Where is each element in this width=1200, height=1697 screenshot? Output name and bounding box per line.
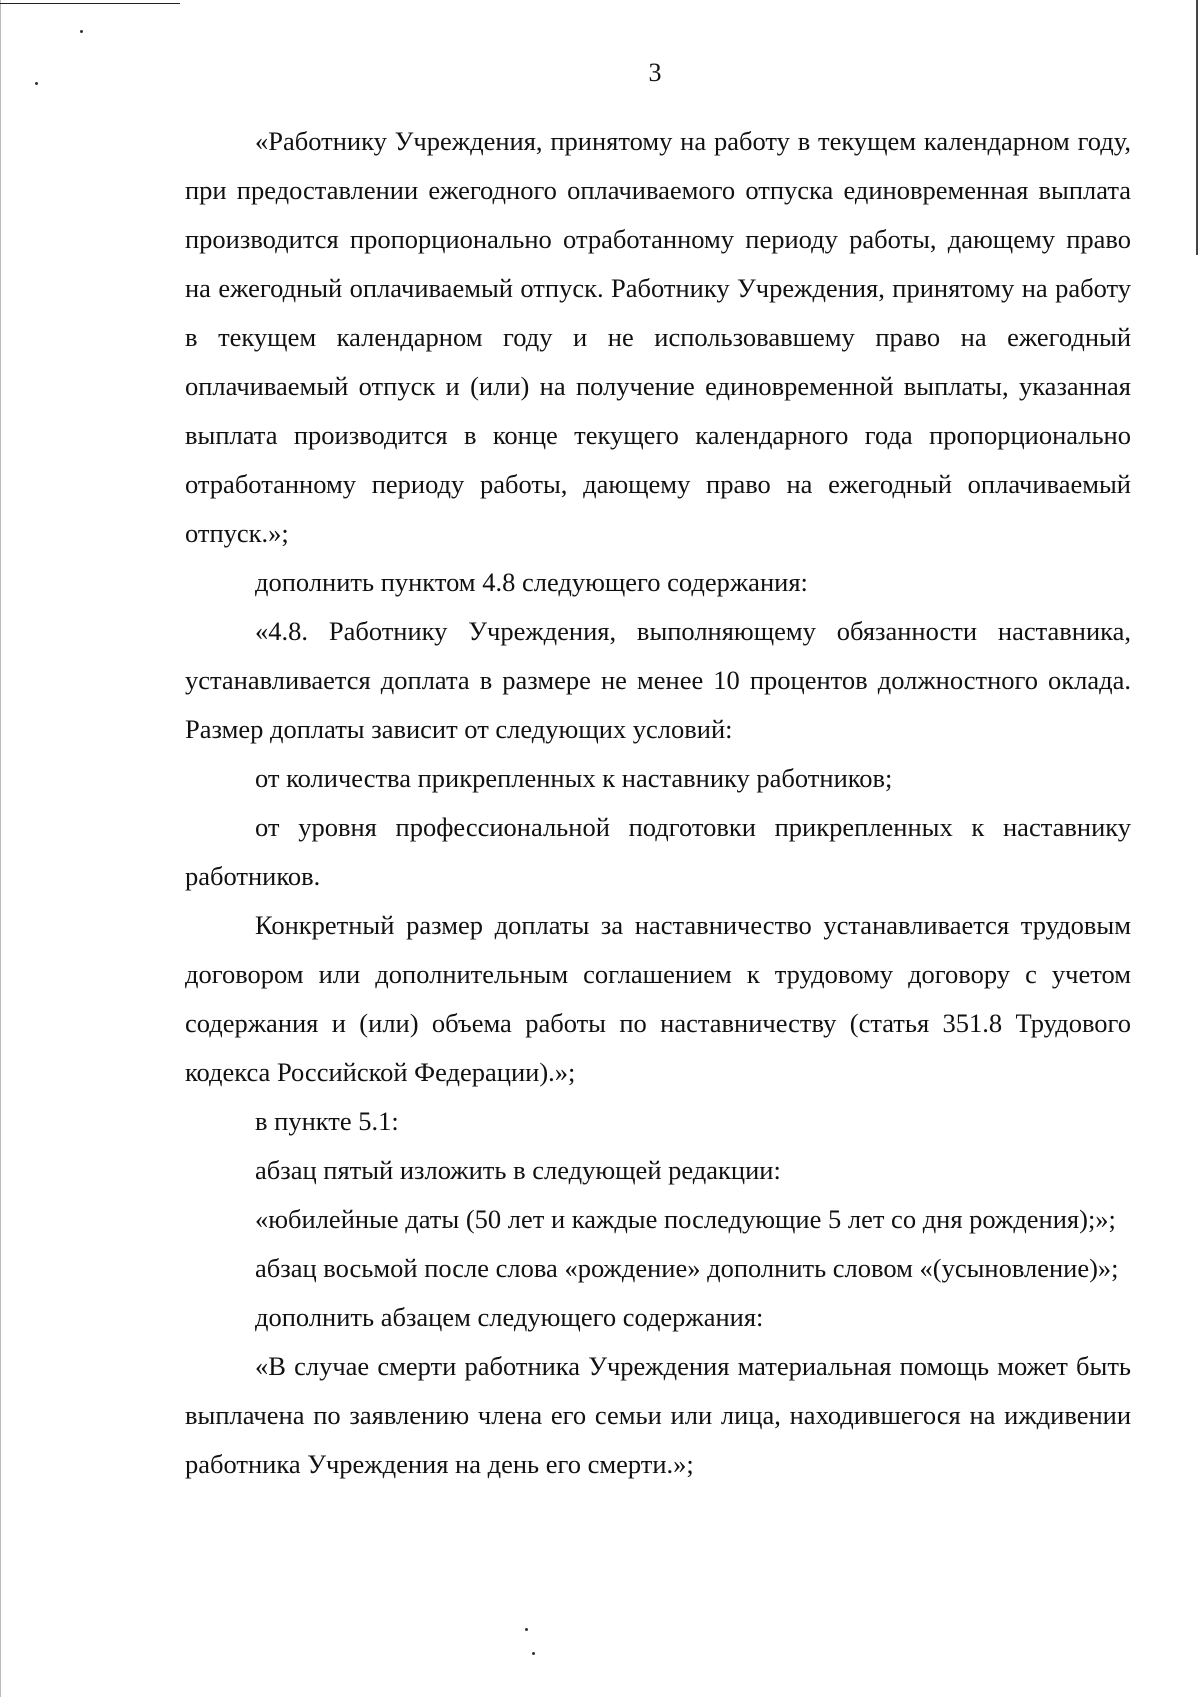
paragraph: абзац восьмой после слова «рождение» дополнить словом «(усыновление)»;	[255, 1253, 1119, 1283]
scan-speck	[525, 1628, 528, 1631]
paragraph: дополнить абзацем следующего содержания:	[255, 1302, 764, 1332]
paragraph: абзац пятый изложить в следующей редакции:	[255, 1155, 781, 1185]
paragraph: «юбилейные даты (50 лет и каждые последующие 5 лет со дня рождения);»;	[255, 1204, 1116, 1234]
paragraph: «Работнику Учреждения, принятому на работу в текущем календарном году, при предоставлении ежегодного оплачиваемого отпуска единовременная выплата производится пропорционально отработанному периоду работы, дающему право на ежегодный оплачиваемый отпуск. Работнику Учреждения, принятому на работу в текущем календарном году и не использовавшему право на ежегодный оплачиваемый отпуск и (или) на получение единовременной выплаты, указанная выплата производится в конце текущего календарного года пропорционально отработанному периоду работы, дающему право на ежегодный оплачиваемый отпуск.»;	[185, 126, 1131, 548]
scan-edge-top	[0, 3, 180, 4]
paragraph: в пункте 5.1:	[255, 1106, 399, 1136]
page-number: 3	[648, 58, 662, 87]
scan-speck	[532, 1652, 535, 1655]
paragraph: «В случае смерти работника Учреждения материальная помощь может быть выплачена по заявлению члена его семьи или лица, находившегося на иждивении работника Учреждения на день его смерти.»;	[185, 1351, 1131, 1479]
scan-speck	[80, 30, 83, 33]
document-body	[185, 117, 1131, 1489]
scan-edge-right	[1196, 0, 1198, 255]
paragraph: «4.8. Работнику Учреждения, выполняющему обязанности наставника, устанавливается доплата в размере не менее 10 процентов должностного оклада. Размер доплаты зависит от следующих условий:	[185, 616, 1131, 744]
paragraph: дополнить пунктом 4.8 следующего содержания:	[255, 567, 808, 597]
paragraph: от уровня профессиональной подготовки прикрепленных к наставнику работников.	[185, 812, 1131, 891]
scan-edge-left	[0, 0, 1, 1697]
paragraph: Конкретный размер доплаты за наставничество устанавливается трудовым договором или дополнительным соглашением к трудовому договору с учетом содержания и (или) объема работы по наставничеству (статья 351.8 Трудового кодекса Российской Федерации).»;	[185, 910, 1131, 1087]
paragraph: от количества прикрепленных к наставнику работников;	[255, 763, 893, 793]
